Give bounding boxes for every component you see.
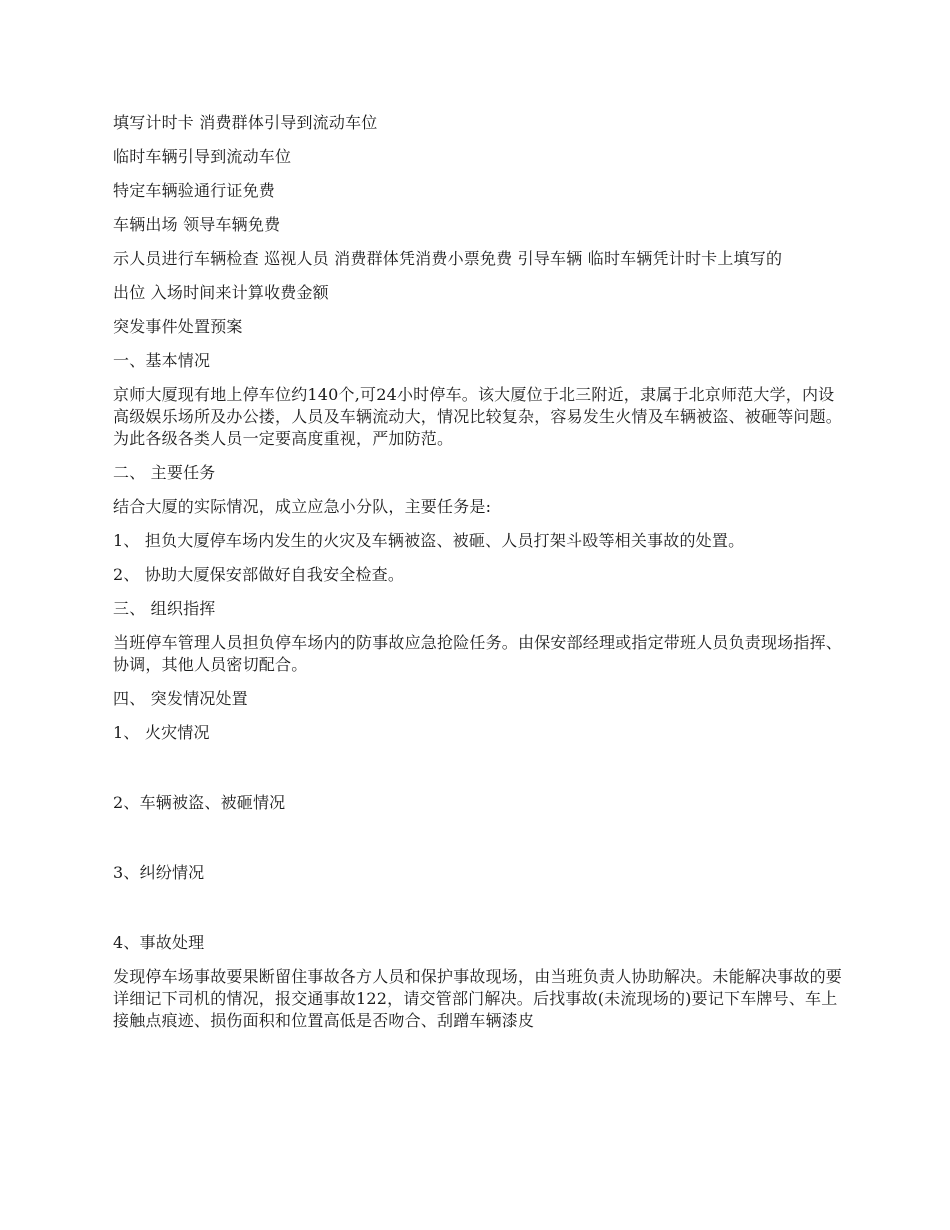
line-2: 临时车辆引导到流动车位 [113, 147, 292, 166]
section-heading-tasks: 二、 主要任务 [113, 463, 216, 482]
section-heading-command: 三、 组织指挥 [113, 599, 216, 618]
line-4: 车辆出场 领导车辆免费 [113, 215, 281, 234]
line-6: 出位 入场时间来计算收费金额 [113, 283, 329, 302]
emergency-item-fire: 1、 火灾情况 [113, 723, 210, 742]
section-heading-emergency-plan: 突发事件处置预案 [113, 317, 243, 336]
section-heading-basic: 一、基本情况 [113, 351, 211, 370]
paragraph-basic-info: 京师大厦现有地上停车位约140个,可24小时停车。该大厦位于北三附近，隶属于北京师范大学，内设高级娱乐场所及办公搂，人员及车辆流动大，情况比较复杂，容易发生火情及车辆被盗、被砸等问题。为此各级各类人员一定要高度重视，严加防范。 [113, 385, 843, 448]
section-heading-emergency: 四、 突发情况处置 [113, 689, 248, 708]
document-page [113, 112, 843, 1044]
line-5: 示人员进行车辆检查 巡视人员 消费群体凭消费小票免费 引导车辆 临时车辆凭计时卡上填写的 [113, 249, 783, 268]
paragraph-tasks-intro: 结合大厦的实际情况，成立应急小分队，主要任务是: [113, 497, 492, 516]
emergency-item-accident: 4、事故处理 [113, 933, 205, 952]
task-item-2: 2、 协助大厦保安部做好自我安全检查。 [113, 565, 405, 584]
paragraph-command: 当班停车管理人员担负停车场内的防事故应急抢险任务。由保安部经理或指定带班人员负责现场指挥、协调，其他人员密切配合。 [113, 633, 843, 674]
emergency-item-dispute: 3、纠纷情况 [113, 863, 205, 882]
line-1: 填写计时卡 消费群体引导到流动车位 [113, 113, 378, 132]
paragraph-accident-handling: 发现停车场事故要果断留住事故各方人员和保护事故现场，由当班负责人协助解决。未能解决事故的要详细记下司机的情况，报交通事故122，请交管部门解决。后找事故(未流现场的)要记下车牌号、车上接触点痕迹、损伤面积和位置高低是否吻合、刮蹭车辆漆皮 [113, 967, 843, 1030]
emergency-item-theft: 2、车辆被盗、被砸情况 [113, 793, 286, 812]
line-3: 特定车辆验通行证免费 [113, 181, 276, 200]
task-item-1: 1、 担负大厦停车场内发生的火灾及车辆被盗、被砸、人员打架斗殴等相关事故的处置。 [113, 531, 745, 550]
